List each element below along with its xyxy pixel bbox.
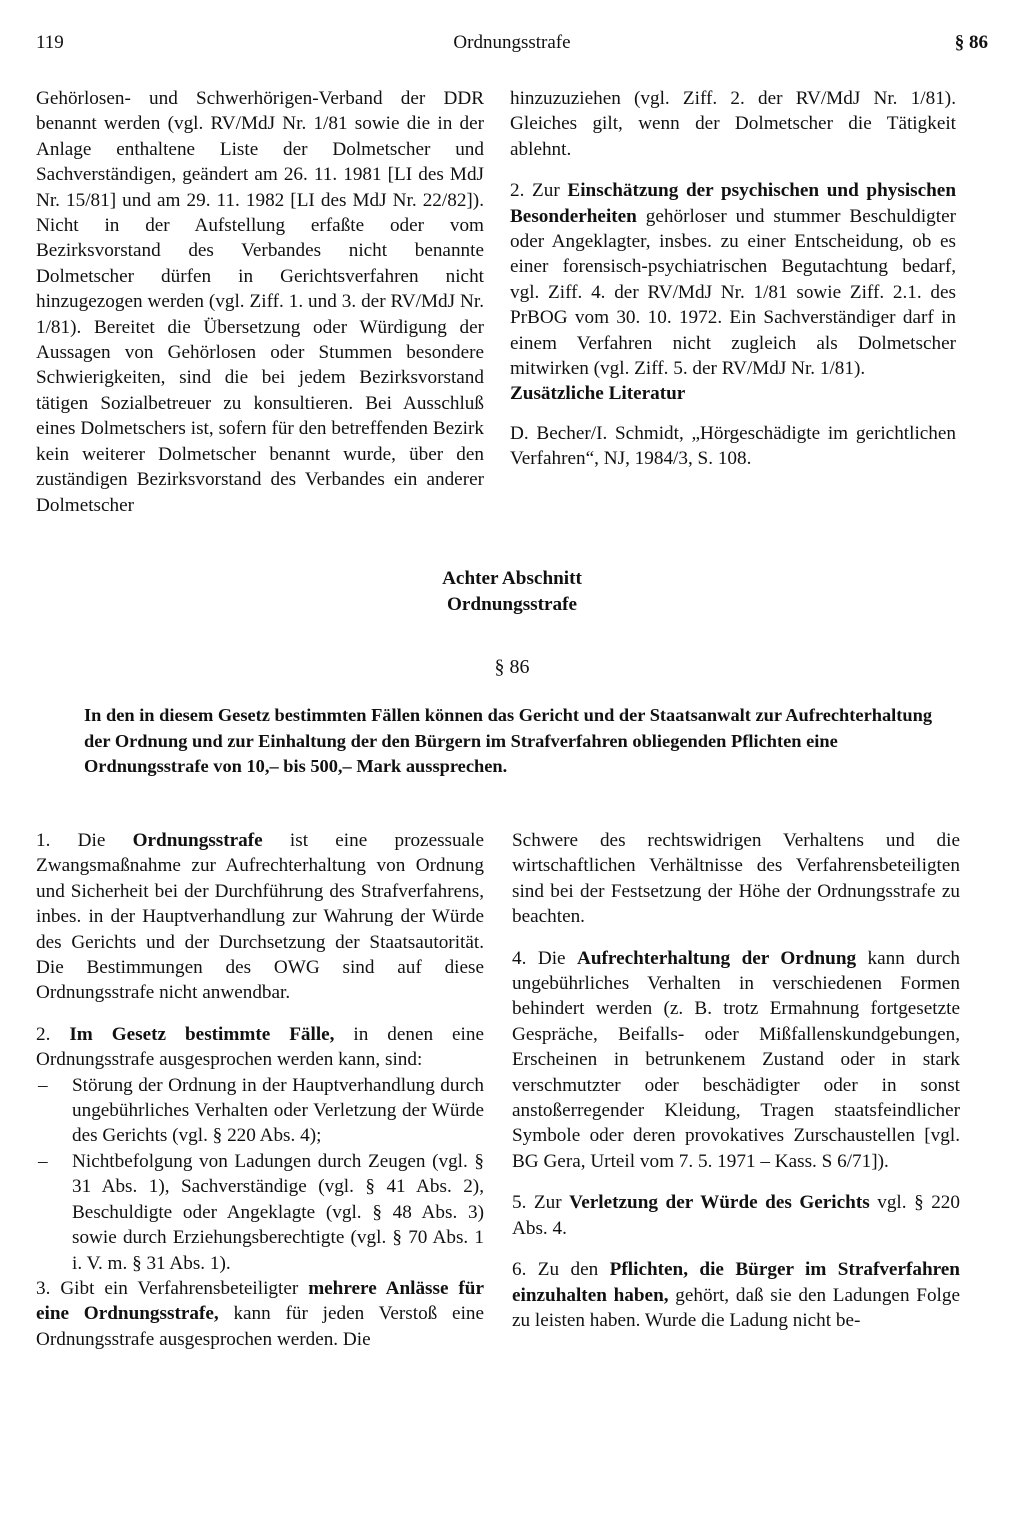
note-text: kann durch ungebührliches Verhalten in verschiedenen Formen behindert werden (z. B. trotz Ermahnung fortgesetzte Gespräche, Beifalls- oder Mißfallenskundgebungen, Erscheinen in betrunkenem Zustand oder in stark verschmutzter oder beschädigter oder in sonst anstoßerregender Kleidung, Tragen staatsfeindlicher Symbole oder deren provokatives Zurschaustellen [vgl. BG Gera, Urteil vom 7. 5. 1971 – Kass. S 6/71]). <box>512 947 960 1172</box>
part-title: Ordnungsstrafe <box>446 594 578 615</box>
note-text: gehörloser und stummer Beschuldigter oder Angeklagter, insbes. zu einer Entscheidung, ob es einer forensisch-psychiatrischen Begutachtung bedarf, vgl. Ziff. 4. der RV/MdJ Nr. 1/81 sowie Ziff. 2.1. des PrBOG vom 30. 10. 1972. Ein Sachverständiger darf in einem Verfahren nicht zugleich als Dolmetscher mitwirken (vgl. Ziff. 5. der RV/MdJ Nr. 1/81). <box>510 205 956 380</box>
page-header <box>36 32 988 62</box>
commentary-paragraph: hinzuzuziehen (vgl. Ziff. 2. der RV/MdJ Nr. 1/81). Gleiches gilt, wenn der Dolmetscher die Tätigkeit ablehnt. <box>510 88 956 160</box>
column-bottom-right <box>512 828 960 1333</box>
note-number: 4. Die <box>512 947 577 969</box>
section-reference: § 86 <box>954 32 988 53</box>
part-heading: Achter Abschnitt <box>442 568 582 589</box>
note-keyword: Aufrechterhaltung der Ordnung <box>577 947 857 969</box>
note-text: in denen eine Ordnungsstrafe ausgesprochen werden kann, sind: <box>36 1023 484 1071</box>
literature-heading: Zusätzliche Literatur <box>510 383 686 405</box>
note-number: 3. Gibt ein Verfahrensbeteiligter <box>36 1277 309 1299</box>
commentary-note-5 <box>512 1190 960 1241</box>
commentary-note-1 <box>36 828 484 1006</box>
commentary-note-3 <box>36 1276 484 1352</box>
commentary-note-2 <box>36 1022 484 1073</box>
note-number: 5. Zur <box>512 1192 570 1214</box>
commentary-paragraph: Schwere des rechtswidrigen Verhaltens und die wirtschaftlichen Verhältnisse des Verfahrensbeteiligten sind bei der Festsetzung der Höhe der Ordnungsstrafe zu beachten. <box>512 830 960 928</box>
note-text: vgl. § 220 Abs. 4. <box>512 1192 960 1239</box>
note-number: 2. Zur <box>510 180 568 202</box>
running-title: Ordnungsstrafe <box>453 32 571 53</box>
note-number: 6. Zu den <box>512 1259 610 1281</box>
note-keyword: Verletzung der Würde des Gerichts <box>569 1192 870 1214</box>
column-top-right <box>510 86 956 472</box>
paragraph-heading: § 86 <box>494 656 530 678</box>
note-keyword: Pflichten, die Bürger im Strafverfahren einzuhalten haben, <box>512 1259 960 1306</box>
note-text: gehört, daß sie den Ladungen Folge zu leisten haben. Wurde die Ladung nicht be- <box>512 1284 960 1331</box>
literature-citation: D. Becher/I. Schmidt, „Hörgeschädigte im gerichtlichen Verfahren“, NJ, 1984/3, S. 108. <box>510 422 956 470</box>
commentary-paragraph: Gehörlosen- und Schwerhörigen-Verband der DDR benannt werden (vgl. RV/MdJ Nr. 1/81 sowie die in der Anlage enthaltene Liste der Dolmetscher und Sachverständigen, geändert am 26. 11. 1981 [LI des MdJ Nr. 15/81] und am 29. 11. 1982 [LI des MdJ Nr. 22/82]). Nicht in der Aufstellung erfaßte oder vom Bezirksvorstand des Verbandes nicht benannte Dolmetscher dürfen in Gerichtsverfahren nicht hinzugezogen werden (vgl. Ziff. 1. und 3. der RV/MdJ Nr. 1/81). Bereitet die Übersetzung oder Würdigung der Aussagen von Gehörlosen oder Stummen besondere Schwierigkeiten, sind die bei jedem Bezirksvorstand tätigen Sozialbetreuer zu konsultieren. Bei Ausschluß eines Dolmetschers ist, sofern für den betreffenden Bezirk kein weiterer Dolmetscher benannt wurde, über den zuständigen Bezirksvorstand des Verbandes ein anderer Dolmetscher <box>36 88 484 516</box>
note-text: ist eine prozessuale Zwangsmaßnahme zur Aufrechterhaltung von Ordnung und Sicherheit bei der Durchführung des Strafverfahrens, inbes. in der Hauptverhandlung zur Wahrung der Würde des Gerichts und der Durchsetzung der Staatsautorität. Die Bestimmungen des OWG sind auf diese Ordnungsstrafe nicht anwendbar. <box>36 830 484 1004</box>
commentary-note-2 <box>510 178 956 381</box>
note-keyword: mehrere Anlässe für eine Ordnungsstrafe, <box>36 1277 484 1325</box>
list-item: – Störung der Ordnung in der Hauptverhandlung durch ungebührliches Verhalten oder Verletzung der Würde des Gerichts (vgl. § 220 Abs. 4); <box>36 1073 484 1149</box>
note-keyword: Im Gesetz bestimmte Fälle, <box>69 1023 335 1045</box>
list-item: – Nichtbefolgung von Ladungen durch Zeugen (vgl. § 31 Abs. 1), Sachverständige (vgl. § 41 Abs. 2), Beschuldigte oder Angeklagte (vgl. § 48 Abs. 3) sowie durch Erziehungsberechtigte (vgl. § 70 Abs. 1 i. V. m. § 31 Abs. 1). <box>36 1149 484 1276</box>
page-number: 119 <box>36 32 64 53</box>
note-keyword: Ordnungsstrafe <box>132 830 263 851</box>
commentary-note-6 <box>512 1257 960 1333</box>
column-bottom-left <box>36 828 484 1352</box>
case-list <box>36 1073 484 1276</box>
note-text: kann für jeden Verstoß eine Ordnungsstrafe ausgesprochen werden. Die <box>36 1303 485 1350</box>
statute-text: In den in diesem Gesetz bestimmten Fällen können das Gericht und der Staatsanwalt zur Aufrechterhaltung der Ordnung und zur Einhaltung der den Bürgern im Strafverfahren obliegenden Pflichten eine Ordnungsstrafe von 10,– bis 500,– Mark aussprechen. <box>84 705 933 776</box>
commentary-note-4 <box>512 946 960 1175</box>
note-keyword: Einschätzung der psychischen und physischen Besonderheiten <box>510 180 956 227</box>
column-top-left <box>36 86 484 518</box>
note-number: 2. <box>36 1023 70 1045</box>
note-number: 1. Die <box>36 830 133 851</box>
